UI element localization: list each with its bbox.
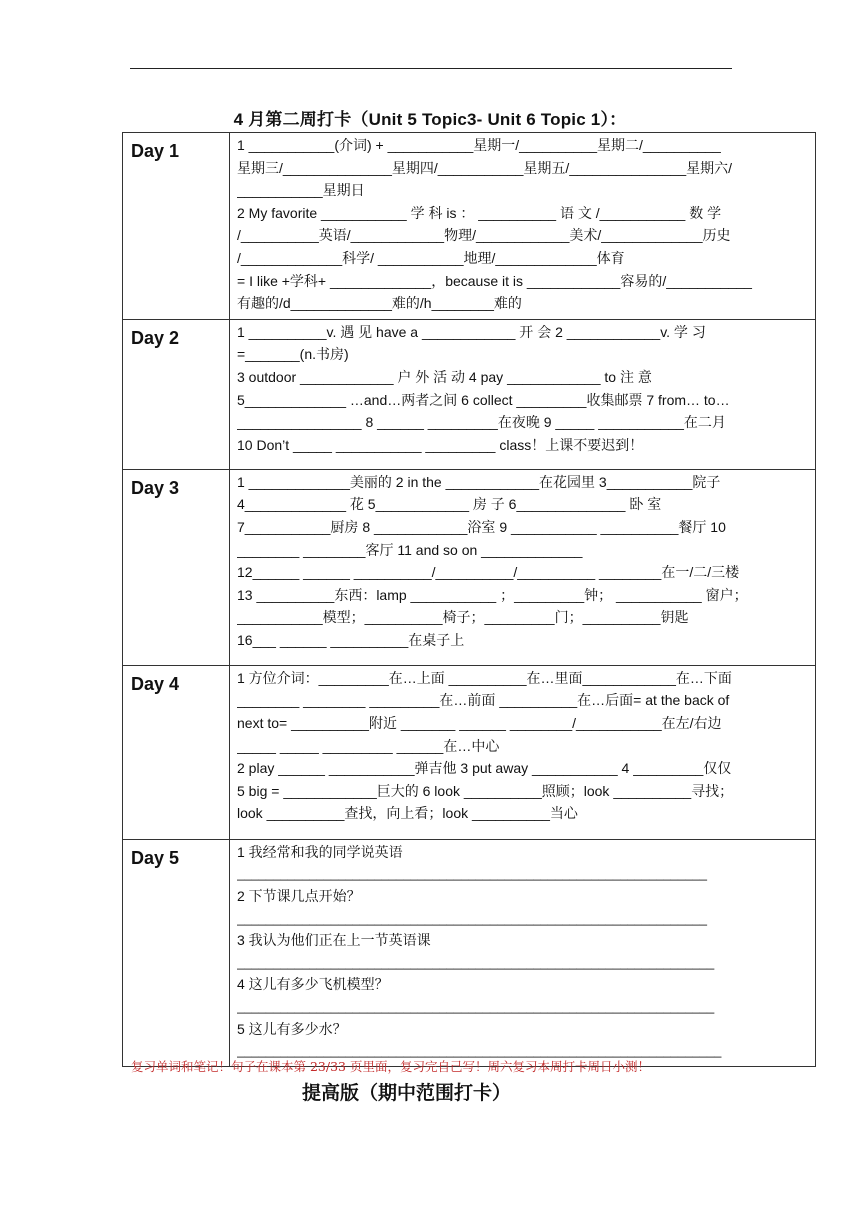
day-row-2 xyxy=(123,319,816,469)
day-4-line: 5 big = ____________巨大的 6 look __________照顾；look __________寻找； xyxy=(237,782,734,799)
day-row-3 xyxy=(123,469,816,665)
day-3-line: 13 __________东西：lamp ___________ ；_________钟； ___________ 窗户； xyxy=(237,586,748,603)
day-4-content xyxy=(230,665,816,839)
day-4-line: 1 方位介词：_________在…上面 __________在…里面____________在…下面 xyxy=(237,669,732,686)
day-label: Day 1 xyxy=(123,133,230,320)
day-5-question: 3 我认为他们正在上一节英语课 xyxy=(237,932,431,949)
top-rule xyxy=(130,68,732,69)
review-note: 复习单词和笔记！句子在课本第 23/33 页里面，复习完自己写！周六复习本周打卡周日小测！ xyxy=(131,1059,650,1074)
day-row-5 xyxy=(123,839,816,1066)
day-label: Day 2 xyxy=(123,319,230,469)
day-1-line: = I like +学科+ _____________，because it is ____________容易的/___________ xyxy=(237,272,752,289)
day-label: Day 5 xyxy=(123,839,230,1066)
day-2-line: 5_____________ …and…两者之间 6 collect _________收集邮票 7 from… to… xyxy=(237,391,730,408)
day-4-line: _____ _____ _________ ______在…中心 xyxy=(237,737,500,754)
day-4-line: next to= __________附近 _______ ______ ________/___________在左/右边 xyxy=(237,714,722,731)
day-1-line: 有趣的/d_____________难的/h________难的 xyxy=(237,295,522,312)
day-5-answer-line: _________________________________________________________________ xyxy=(237,866,707,882)
day-3-line: ___________模型；__________椅子；_________门；__________钥匙 xyxy=(237,609,689,626)
day-2-line: 1 __________v. 遇 见 have a ____________ 开 会 2 ____________v. 学 习 xyxy=(237,323,706,340)
day-1-content xyxy=(230,133,816,320)
day-3-line: 1 _____________美丽的 2 in the ____________在花园里 3___________院子 xyxy=(237,473,721,490)
day-3-line: 4_____________ 花 5____________ 房 子 6______________ 卧 室 xyxy=(237,496,662,513)
section-subtitle: 提高版（期中范围打卡） xyxy=(302,1082,512,1104)
day-5-answer-line: _________________________________________________________________ xyxy=(237,910,707,926)
day-3-line: 7___________厨房 8 ____________浴室 9 ___________ __________餐厅 10 xyxy=(237,518,726,535)
day-3-line: ________ ________客厅 11 and so on _____________ xyxy=(237,541,583,558)
day-1-line: /__________英语/____________物理/____________美术/_____________历史 xyxy=(237,227,731,244)
day-1-line: 2 My favorite ___________ 学 科 is ： __________ 语 文 /___________ 数 学 xyxy=(237,204,722,221)
day-5-question: 5 这儿有多少水？ xyxy=(237,1020,347,1037)
day-label: Day 4 xyxy=(123,665,230,839)
day-2-line: ________________ 8 ______ _________在夜晚 9 _____ ___________在二月 xyxy=(237,414,726,431)
day-1-line: /_____________科学/ ___________地理/_____________体育 xyxy=(237,249,625,266)
day-1-line: 星期三/______________星期四/___________星期五/_______________星期六/ xyxy=(237,159,733,176)
day-5-answer-line: __________________________________________________________________ xyxy=(237,954,715,970)
day-label: Day 3 xyxy=(123,469,230,665)
checkin-table xyxy=(122,132,816,1067)
day-4-line: ________ ________ _________在…前面 __________在…后面= at the back of xyxy=(237,692,730,709)
day-5-question: 1 我经常和我的同学说英语 xyxy=(237,843,403,860)
day-3-line: 16___ ______ __________在桌子上 xyxy=(237,631,465,648)
day-row-1 xyxy=(123,133,816,320)
day-2-content xyxy=(230,319,816,469)
day-3-content xyxy=(230,469,816,665)
day-2-line: =_______(n.书房) xyxy=(237,346,349,363)
day-2-line: 3 outdoor ____________ 户 外 活 动 4 pay ____________ to 注 意 xyxy=(237,368,652,385)
day-4-line: look __________查找，向上看；look __________当心 xyxy=(237,805,578,822)
day-2-line: 10 Don’t _____ ___________ _________ class！上课不要迟到！ xyxy=(237,436,644,453)
day-3-line: 12______ ______ __________/__________/__________ ________在一/二/三楼 xyxy=(237,564,740,581)
day-1-line: ___________星期日 xyxy=(237,182,365,199)
day-5-question: 4 这儿有多少飞机模型？ xyxy=(237,976,389,993)
day-5-answer-line: ___________________________________________________________________ xyxy=(237,1043,722,1059)
day-5-content xyxy=(230,839,816,1066)
day-5-answer-line: __________________________________________________________________ xyxy=(237,998,715,1014)
day-4-line: 2 play ______ ___________弹吉他 3 put away ___________ 4 _________仅仅 xyxy=(237,760,732,777)
day-1-line: 1 ___________(介词) + ___________星期一/__________星期二/__________ xyxy=(237,137,721,153)
day-5-question: 2 下节课几点开始？ xyxy=(237,887,361,904)
day-row-4 xyxy=(123,665,816,839)
page-title: 4 月第二周打卡（Unit 5 Topic3- Unit 6 Topic 1）： xyxy=(233,110,627,129)
